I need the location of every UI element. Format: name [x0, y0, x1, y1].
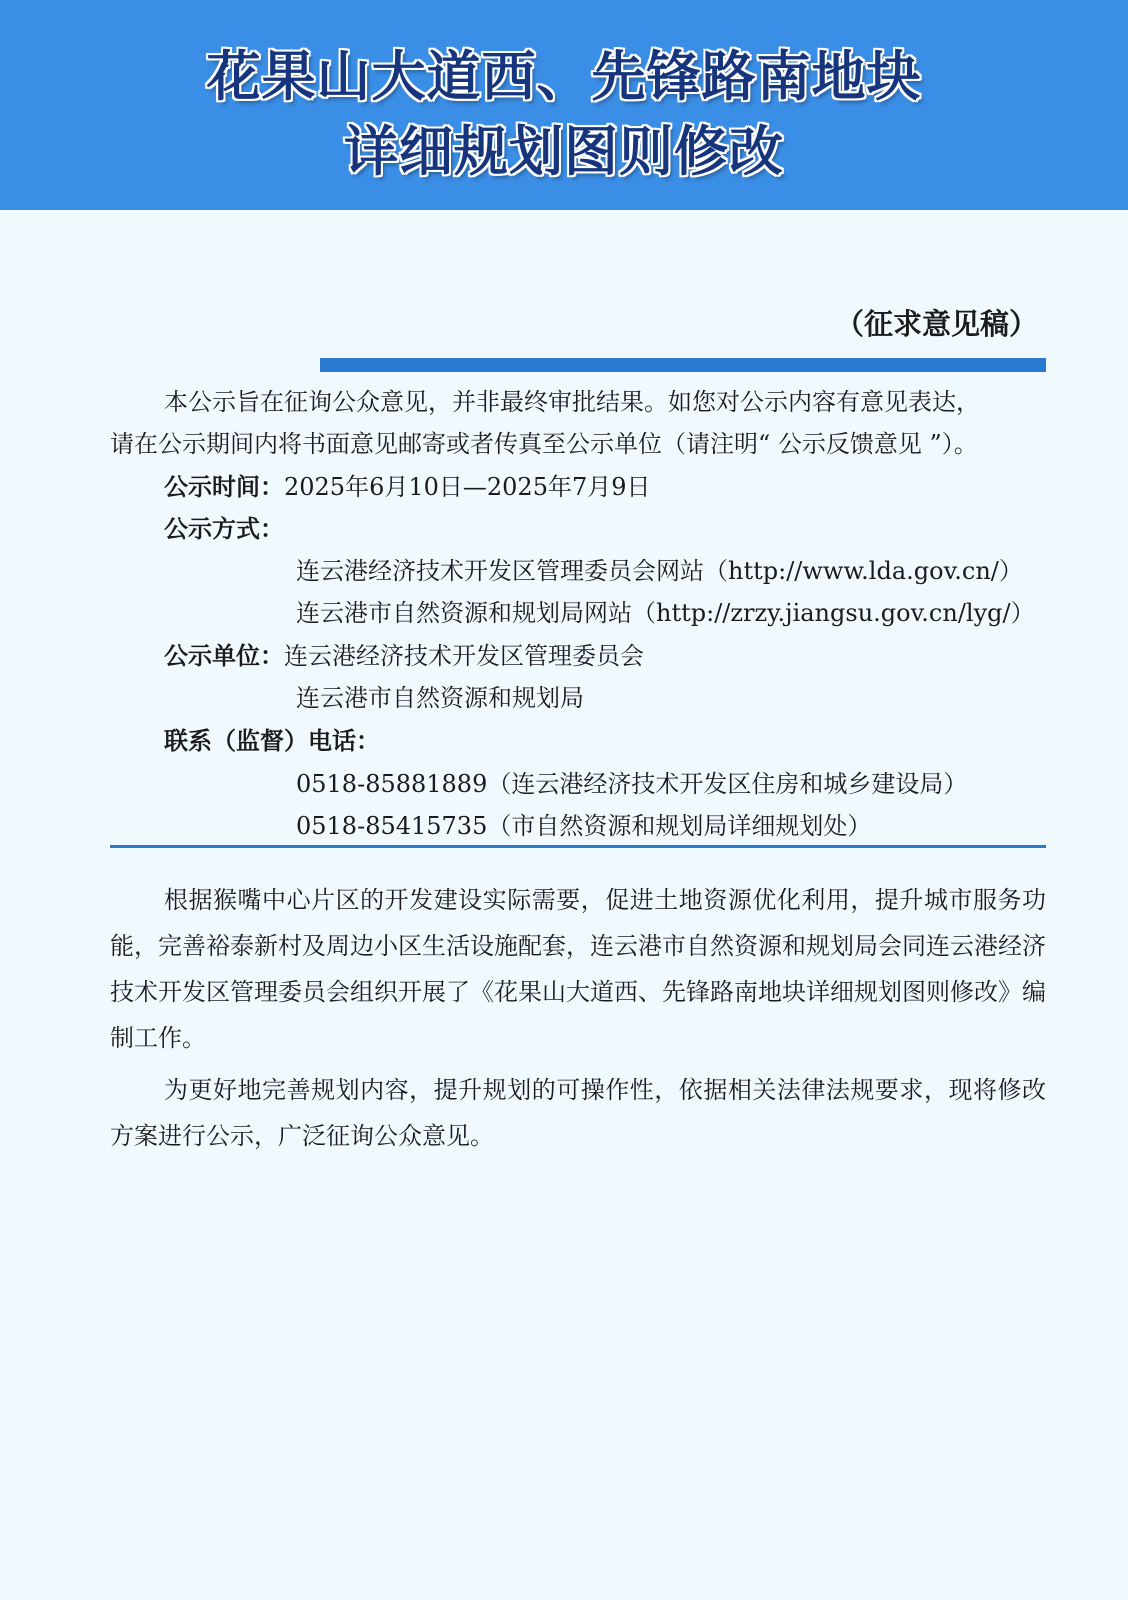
top-divider-bar — [320, 358, 1046, 372]
notice-unit-2: 连云港市自然资源和规划局 — [296, 684, 584, 712]
page-title-line1: 花果山大道西、先锋路南地块 — [206, 45, 922, 108]
notice-contact-1: 0518-85881889（连云港经济技术开发区住房和城乡建设局） — [296, 770, 968, 798]
body-paragraph-1: 根据猴嘴中心片区的开发建设实际需要，促进土地资源优化利用，提升城市服务功能，完善裕泰新村及周边小区生活设施配套，连云港市自然资源和规划局会同连云港经济技术开发区管理委员会组织开展了《花果山大道西、先锋路南地块详细规划图则修改》编制工作。 — [110, 886, 1046, 1052]
notice-intro-line1: 本公示旨在征询公众意见，并非最终审批结果。如您对公示内容有意见表达， — [164, 388, 980, 416]
notice-time-row — [164, 467, 651, 507]
notice-contact-2: 0518-85415735（市自然资源和规划局详细规划处） — [296, 812, 872, 840]
body-paragraph-2: 为更好地完善规划内容，提升规划的可操作性，依据相关法律法规要求，现将修改方案进行公示，广泛征询公众意见。 — [110, 1076, 1046, 1150]
draft-label: （征求意见稿） — [834, 307, 1038, 341]
notice-time-value: 2025年6月10日—2025年7月9日 — [284, 473, 651, 501]
notice-contact-label: 联系（监督）电话： — [164, 727, 380, 755]
header-banner — [0, 0, 1128, 210]
notice-intro-line2: 请在公示期间内将书面意见邮寄或者传真至公示单位（请注明“ 公示反馈意见 ”）。 — [110, 430, 978, 458]
notice-method-website-2: 连云港市自然资源和规划局网站（http://zrzy.jiangsu.gov.cn/lyg/） — [296, 599, 1035, 627]
notice-method-label: 公示方式： — [164, 515, 284, 543]
notice-bottom-rule — [110, 845, 1046, 848]
notice-time-label: 公示时间： — [164, 473, 284, 501]
notice-unit-row — [164, 636, 644, 676]
page-title-line2: 详细规划图则修改 — [344, 120, 784, 183]
notice-unit-label: 公示单位： — [164, 642, 284, 670]
notice-unit-1: 连云港经济技术开发区管理委员会 — [284, 642, 644, 670]
notice-method-website-1: 连云港经济技术开发区管理委员会网站（http://www.lda.gov.cn/） — [296, 557, 1023, 585]
